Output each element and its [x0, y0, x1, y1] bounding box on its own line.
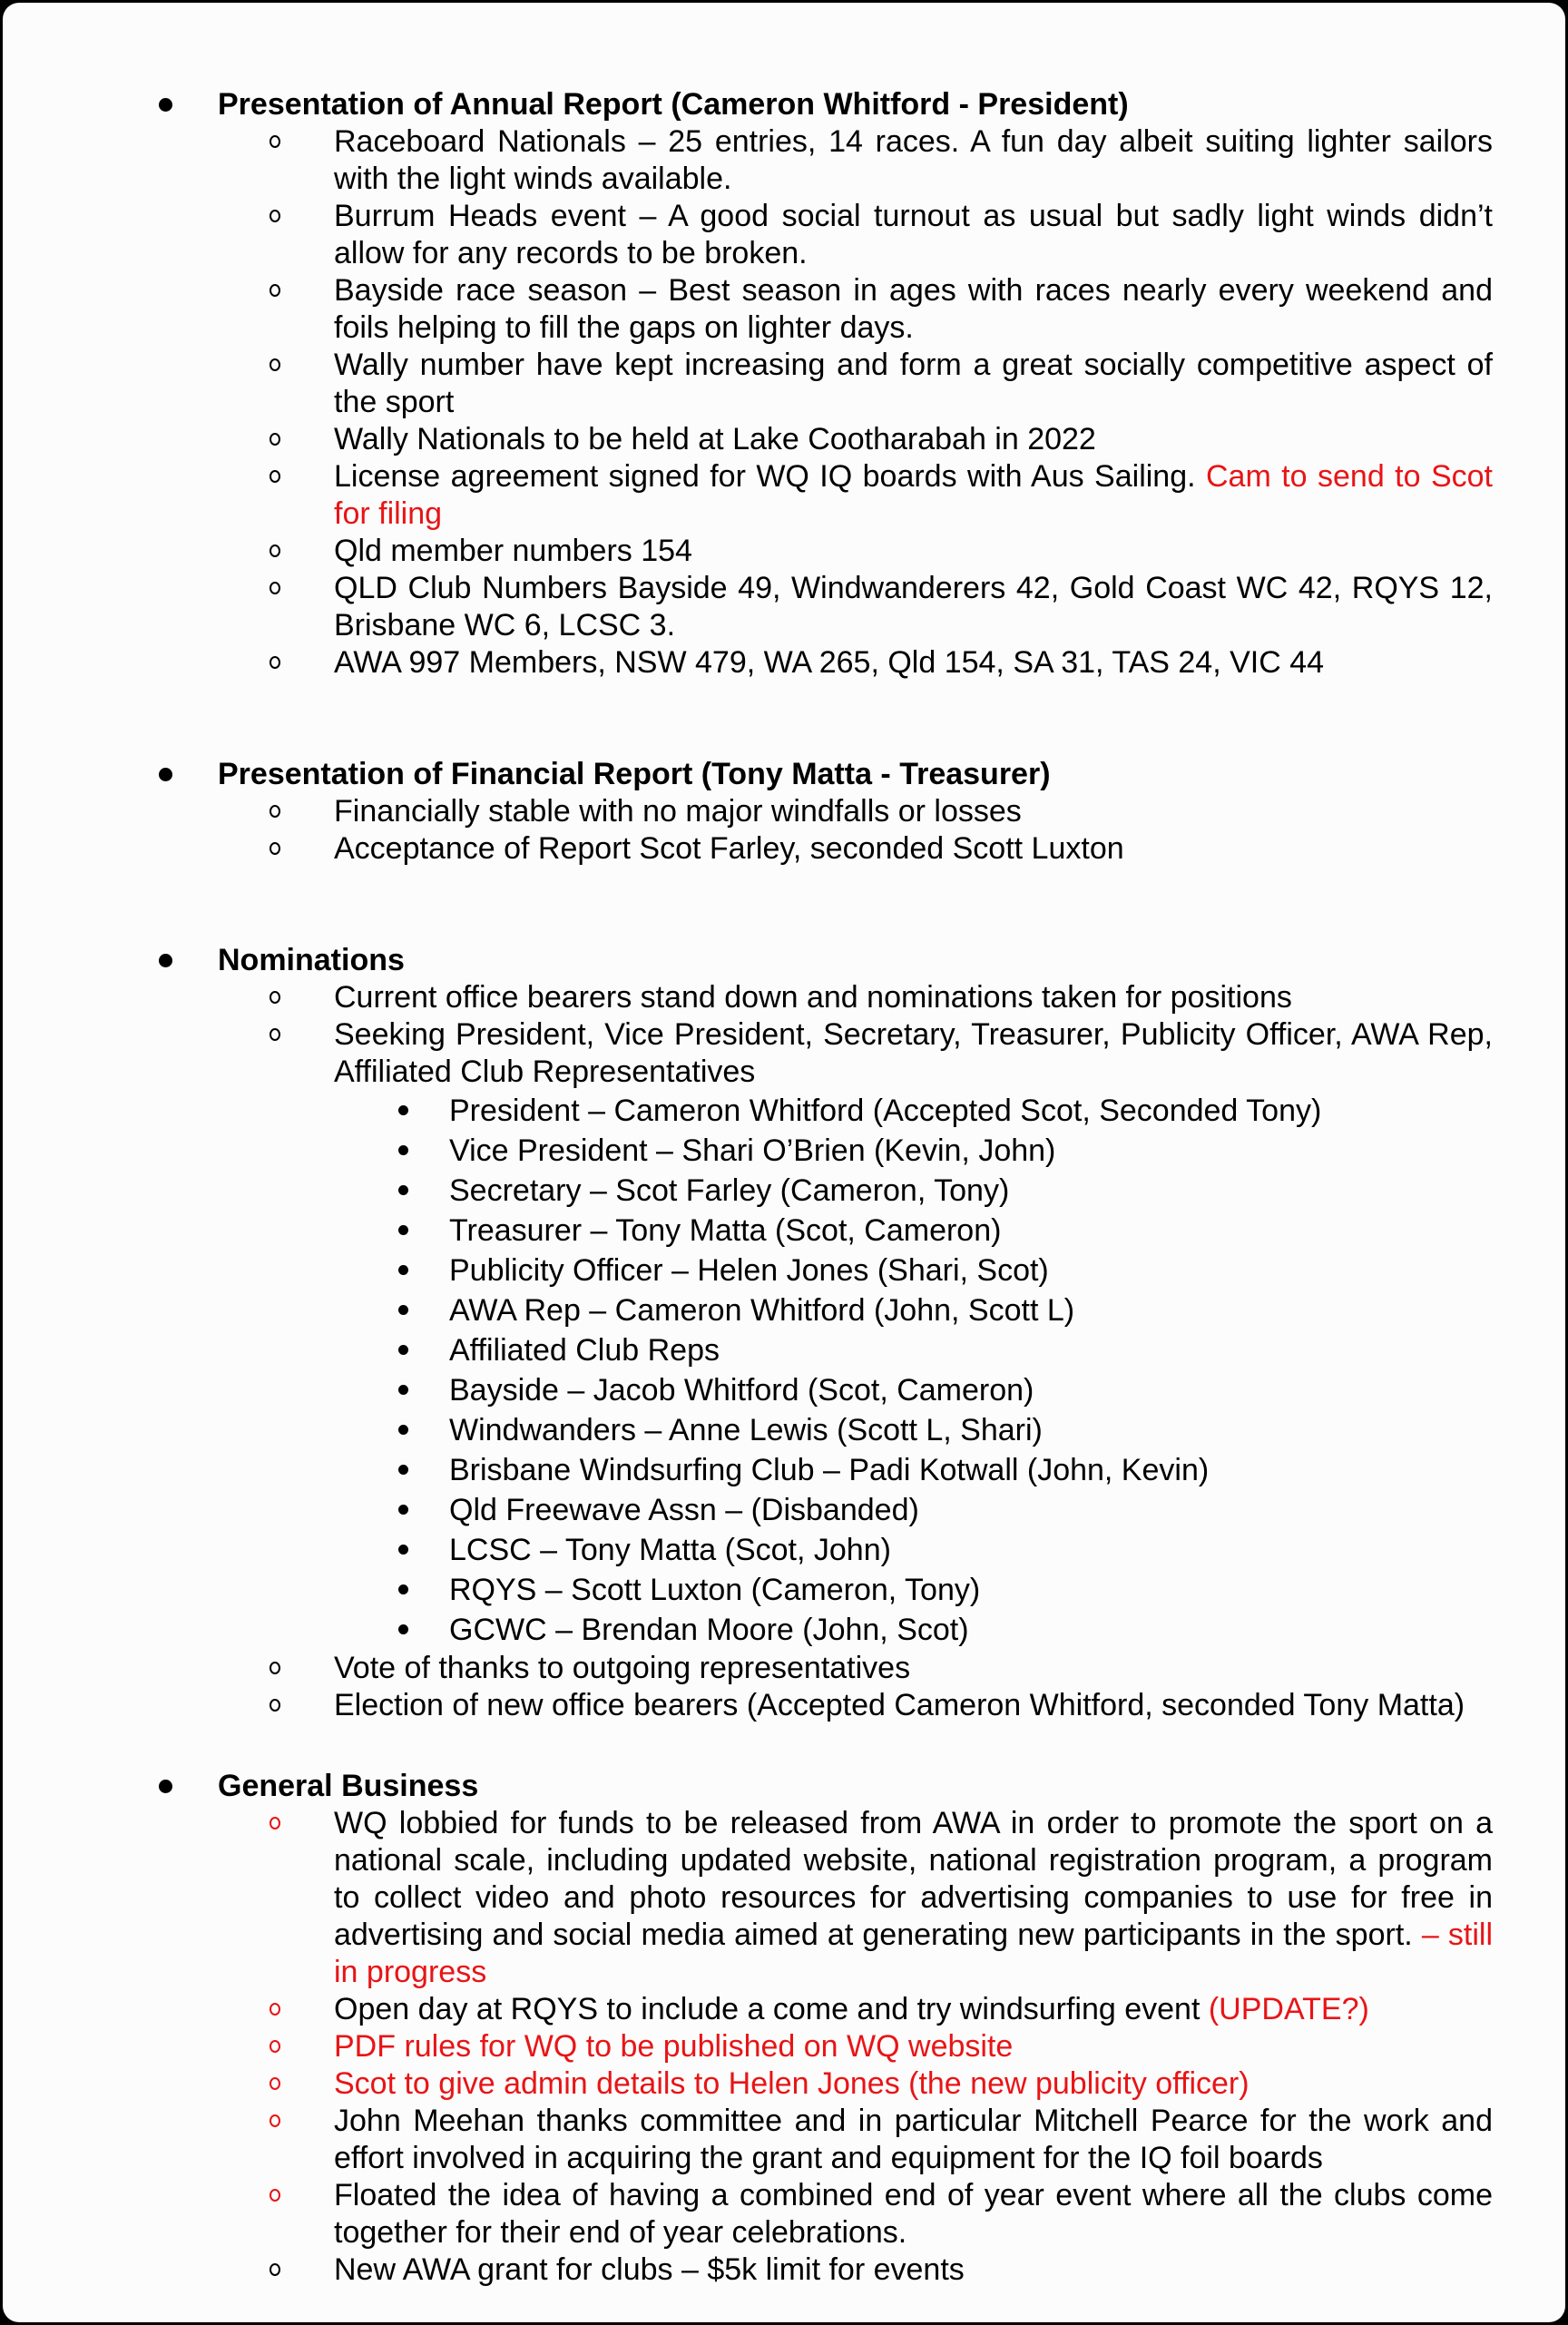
- list-item-text: Open day at RQYS to include a come and try windsurfing event (UPDATE?): [334, 1992, 1369, 2026]
- list-item-text: QLD Club Numbers Bayside 49, Windwanderers 42, Gold Coast WC 42, RQYS 12, Brisbane WC 6, LCSC 3.: [334, 571, 1493, 643]
- nomination-text: RQYS – Scott Luxton (Cameron, Tony): [449, 1573, 981, 1607]
- list-item: [157, 644, 1493, 682]
- circle-bullet-icon: [270, 1662, 280, 1674]
- list-item: [157, 533, 1493, 570]
- bullet-icon: [159, 954, 172, 967]
- circle-bullet-icon: [270, 805, 280, 818]
- bullet-icon: [398, 1265, 408, 1275]
- circle-bullet-icon: [270, 991, 280, 1004]
- list-item-text: John Meehan thanks committee and in particular Mitchell Pearce for the work and effort involved in acquiring the grant and equipment for the IQ foil boards: [334, 2104, 1493, 2175]
- nomination-sub-item: [157, 1610, 1493, 1650]
- action-note-red: Cam to send to Scot for filing: [334, 459, 1493, 531]
- nomination-text: Treasurer – Tony Matta (Scot, Cameron): [449, 1213, 1002, 1248]
- action-item-red: Scot to give admin details to Helen Jones (the new publicity officer): [334, 2066, 1250, 2101]
- nomination-sub-item: [157, 1450, 1493, 1490]
- list-item: [157, 1805, 1493, 1991]
- list-item: [157, 1016, 1493, 1091]
- list-item: [157, 421, 1493, 458]
- list-item-text: [334, 2065, 1493, 2103]
- bullet-icon: [159, 98, 172, 112]
- list-item-text: Burrum Heads event – A good social turnout as usual but sadly light winds didn’t allow for any records to be broken.: [334, 199, 1493, 270]
- document-page: [3, 3, 1565, 2322]
- nomination-text: GCWC – Brendan Moore (John, Scot): [449, 1613, 969, 1647]
- list-item: [157, 123, 1493, 198]
- nomination-text: President – Cameron Whitford (Accepted Scot, Seconded Tony): [449, 1094, 1322, 1128]
- list-item-text: Financially stable with no major windfalls or losses: [334, 794, 1022, 829]
- circle-bullet-icon-red: [270, 2077, 280, 2090]
- list-item-text: AWA 997 Members, NSW 479, WA 265, Qld 154, SA 31, TAS 24, VIC 44: [334, 645, 1325, 680]
- nomination-text: Vice President – Shari O’Brien (Kevin, John): [449, 1133, 1056, 1168]
- section-financial-report-heading-row: [157, 756, 1493, 793]
- nomination-text: Publicity Officer – Helen Jones (Shari, Scot): [449, 1253, 1049, 1288]
- bullet-icon: [398, 1465, 408, 1475]
- bullet-icon: [398, 1305, 408, 1315]
- circle-bullet-icon: [270, 582, 280, 594]
- nomination-sub-item: [157, 1330, 1493, 1370]
- nomination-sub-item: [157, 1490, 1493, 1530]
- bullet-icon: [398, 1505, 408, 1515]
- circle-bullet-icon: [270, 210, 280, 222]
- section-heading: Presentation of Annual Report (Cameron Whitford - President): [218, 87, 1129, 122]
- list-item: [157, 1687, 1493, 1724]
- circle-bullet-icon-red: [270, 2114, 280, 2127]
- section-general-business-heading-row: [157, 1768, 1493, 1805]
- circle-bullet-icon: [270, 433, 280, 446]
- circle-bullet-icon: [270, 470, 280, 483]
- nomination-sub-item: [157, 1211, 1493, 1251]
- circle-bullet-icon: [270, 544, 280, 557]
- nomination-text: Windwanders – Anne Lewis (Scott L, Shari): [449, 1413, 1043, 1447]
- bullet-icon: [398, 1624, 408, 1634]
- circle-bullet-icon: [270, 842, 280, 855]
- section-spacer: [157, 682, 1493, 756]
- nomination-sub-item: [157, 1131, 1493, 1171]
- list-item-text: Wally number have kept increasing and form a great socially competitive aspect of the sport: [334, 348, 1493, 419]
- nomination-text: Bayside – Jacob Whitford (Scot, Cameron): [449, 1373, 1034, 1408]
- bullet-icon: [398, 1345, 408, 1355]
- list-item-text: Qld member numbers 154: [334, 534, 692, 568]
- nomination-sub-item: [157, 1171, 1493, 1211]
- nomination-sub-item: [157, 1410, 1493, 1450]
- nomination-text: AWA Rep – Cameron Whitford (John, Scott L): [449, 1293, 1075, 1328]
- list-item-text: Wally Nationals to be held at Lake Cootharabah in 2022: [334, 422, 1096, 456]
- section-spacer: [157, 868, 1493, 942]
- nomination-sub-item: [157, 1530, 1493, 1570]
- list-item-text: Acceptance of Report Scot Farley, seconded Scott Luxton: [334, 831, 1124, 866]
- nomination-text: Affiliated Club Reps: [449, 1333, 720, 1368]
- circle-bullet-icon-red: [270, 1817, 280, 1830]
- section-heading: Nominations: [218, 943, 405, 977]
- list-item-text: Current office bearers stand down and nominations taken for positions: [334, 980, 1292, 1015]
- list-item-text: Floated the idea of having a combined end of year event where all the clubs come together for their end of year celebrations.: [334, 2178, 1493, 2250]
- list-item: [157, 830, 1493, 868]
- list-item-text: New AWA grant for clubs – $5k limit for events: [334, 2252, 965, 2287]
- list-item: [157, 1991, 1493, 2028]
- list-item: [157, 1650, 1493, 1687]
- list-item: [157, 979, 1493, 1016]
- list-item: [157, 2028, 1493, 2065]
- circle-bullet-icon: [270, 284, 280, 297]
- list-item: [157, 2177, 1493, 2251]
- list-item-text: [334, 2028, 1493, 2065]
- bullet-icon: [398, 1105, 408, 1115]
- nomination-sub-item: [157, 1570, 1493, 1610]
- status-note-red: – still in progress: [334, 1918, 1494, 1989]
- list-item: [157, 2103, 1493, 2177]
- section-spacer: [157, 1724, 1493, 1768]
- list-item-text: License agreement signed for WQ IQ boards with Aus Sailing. Cam to send to Scot for filing: [334, 459, 1493, 531]
- bullet-icon: [398, 1425, 408, 1435]
- bullet-icon: [159, 1780, 172, 1793]
- action-item-red: PDF rules for WQ to be published on WQ website: [334, 2029, 1014, 2064]
- nomination-sub-item: [157, 1251, 1493, 1290]
- section-annual-report-heading-row: [157, 86, 1493, 123]
- nomination-text: Qld Freewave Assn – (Disbanded): [449, 1493, 919, 1527]
- status-note-red: (UPDATE?): [1208, 1992, 1369, 2026]
- section-heading: Presentation of Financial Report (Tony Matta - Treasurer): [218, 757, 1051, 791]
- list-item-text: Seeking President, Vice President, Secretary, Treasurer, Publicity Officer, AWA Rep, Affiliated Club Representatives: [334, 1017, 1493, 1089]
- bullet-icon: [398, 1145, 408, 1155]
- list-item: [157, 793, 1493, 830]
- list-item: [157, 2251, 1493, 2289]
- bullet-icon: [398, 1185, 408, 1195]
- nomination-text: Brisbane Windsurfing Club – Padi Kotwall (John, Kevin): [449, 1453, 1210, 1487]
- bullet-icon: [398, 1225, 408, 1235]
- list-item: [157, 570, 1493, 644]
- nomination-sub-item: [157, 1290, 1493, 1330]
- list-item-text: Vote of thanks to outgoing representatives: [334, 1651, 911, 1685]
- list-item: [157, 198, 1493, 272]
- list-item-text: WQ lobbied for funds to be released from AWA in order to promote the sport on a national scale, including updated website, national registration program, a program to collect video and photo resources for advertising companies to use for free in advertising and social media aimed at generating new participants in the sport. – still in progress: [334, 1806, 1494, 1989]
- section-nominations-heading-row: [157, 942, 1493, 979]
- list-item: [157, 347, 1493, 421]
- list-item: [157, 2065, 1493, 2103]
- circle-bullet-icon: [270, 358, 280, 371]
- circle-bullet-icon: [270, 656, 280, 669]
- circle-bullet-icon: [270, 135, 280, 148]
- nomination-sub-item: [157, 1091, 1493, 1131]
- circle-bullet-icon: [270, 1028, 280, 1041]
- bullet-icon: [398, 1584, 408, 1594]
- bullet-icon: [159, 768, 172, 781]
- nomination-sub-item: [157, 1370, 1493, 1410]
- list-item: [157, 458, 1493, 533]
- circle-bullet-icon-red: [270, 2189, 280, 2202]
- list-item-text: Raceboard Nationals – 25 entries, 14 races. A fun day albeit suiting lighter sailors with the light winds available.: [334, 124, 1493, 196]
- bullet-icon: [398, 1385, 408, 1395]
- bullet-icon: [398, 1545, 408, 1555]
- circle-bullet-icon-red: [270, 2040, 280, 2053]
- nomination-text: Secretary – Scot Farley (Cameron, Tony): [449, 1173, 1010, 1208]
- list-item-text: Election of new office bearers (Accepted Cameron Whitford, seconded Tony Matta): [334, 1688, 1465, 1722]
- circle-bullet-icon: [270, 2263, 280, 2276]
- circle-bullet-icon-red: [270, 2003, 280, 2016]
- circle-bullet-icon: [270, 1699, 280, 1712]
- nomination-text: LCSC – Tony Matta (Scot, John): [449, 1533, 891, 1567]
- list-item: [157, 272, 1493, 347]
- list-item-text: Bayside race season – Best season in ages with races nearly every weekend and foils helping to fill the gaps on lighter days.: [334, 273, 1493, 345]
- section-heading: General Business: [218, 1769, 479, 1803]
